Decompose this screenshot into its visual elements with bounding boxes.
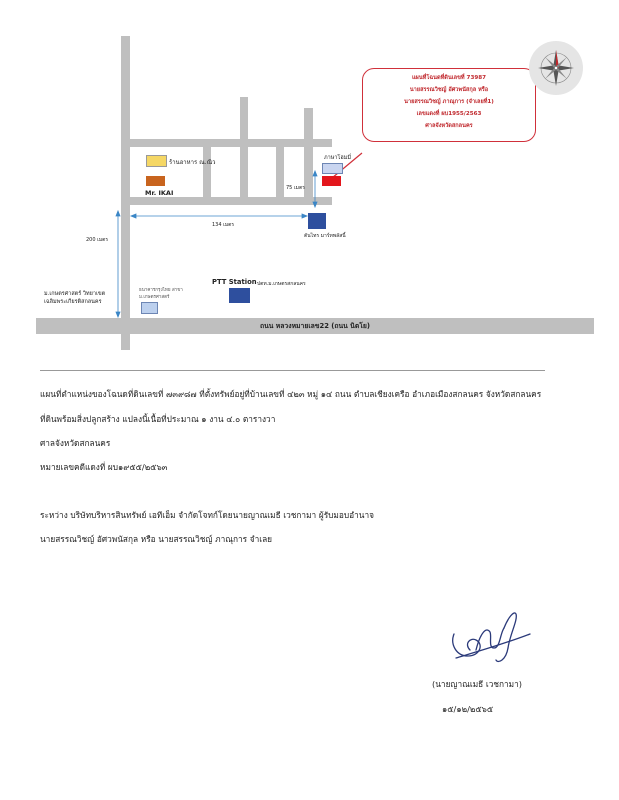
bank-label-line1: ธนาคารกรุงไทย สาขา <box>139 288 183 293</box>
description-line-2: ที่ดินพร้อมสิ่งปลูกสร้าง แปลงนี้เนื้อที่ประมาณ ๑ งาน ๔.๐ ตารางวา <box>40 414 276 424</box>
callout-line-1: แผนที่โฉนดที่ดินเลขที่ 73987 <box>411 75 487 81</box>
ptt-station-marker <box>229 288 250 303</box>
distance-short-label: 75 เมตร <box>286 185 305 191</box>
court-name: ศาลจังหวัดสกลนคร <box>40 438 111 448</box>
market-label: ตันไทร มาร์ทพลัสนี้ <box>304 233 346 239</box>
market-marker <box>308 213 326 229</box>
distance-vertical-label: 200 เมตร <box>86 237 109 243</box>
bank-marker <box>141 302 158 314</box>
ptt-station-label: PTT Station <box>212 278 257 286</box>
university-label-line1: ม.เกษตรศาสตร์ วิทยาเขต <box>44 291 106 297</box>
shop-marker <box>322 163 343 174</box>
shop-label: ภาษาโฮมมี่ <box>324 155 351 161</box>
location-map <box>0 0 619 360</box>
arrow-head-down <box>116 312 120 317</box>
callout-line-2: นายสรรณวิชญ์ อัศวพนัสกุล หรือ <box>409 87 489 93</box>
property-callout <box>362 68 536 142</box>
mr-ikai-label: Mr. IKAI <box>145 189 174 197</box>
signer-name: (นายญาณเมธี เวชกามา) <box>432 679 523 689</box>
university-label-line2: เฉลิมพระเกียรติสกลนคร <box>44 299 102 305</box>
arrow-head-up <box>116 211 120 216</box>
distance-horizontal-label: 134 เมตร <box>212 222 235 228</box>
target-property-marker <box>322 176 341 186</box>
restaurant-marker <box>146 155 167 167</box>
case-number: หมายเลขคดีแดงที่ ผบ๑๙๕๕/๒๕๖๓ <box>40 462 168 472</box>
arrow-head-down-short <box>313 202 317 207</box>
bank-label-line2: ม.เกษตรศาสตร์ <box>139 295 170 300</box>
description-line-1: แผนที่ตำแหน่งของโฉนดที่ดินเลขที่ ๗๓๙๘๗ ที่ตั้งทรัพย์อยู่ที่บ้านเลขที่ ๔๒๓ หมู่ ๑๔ ถนน ตำบลเชียงเครือ อำเภอเมืองสกลนคร จังหวัดสกลนคร <box>40 389 542 399</box>
arrow-head-up-short <box>313 171 317 176</box>
compass-rose-icon <box>528 40 584 96</box>
mr-ikai-marker <box>146 176 165 186</box>
signature-date: ๑๕/๑๒/๒๕๖๕ <box>442 704 494 714</box>
arrow-head-left <box>131 214 136 218</box>
highway-label: ถนน หลวงหมายเลข22 (ถนน นิตโย) <box>260 322 370 330</box>
ptt-station-sub-label: ปตท.ม.เกษตรสกลนคร <box>257 281 306 287</box>
parties-line-1: ระหว่าง บริษัทบริหารสินทรัพย์ เอทีเอ็ม จำกัดโจทก์โดยนายญาณเมธี เวชกามา ผู้รับมอบอำนาจ <box>40 510 374 520</box>
callout-line-3: นายสรรณวิชญ์ ภาณุการ (จำเลยที่1) <box>404 99 494 105</box>
restaurant-label: ร้านอาหาร ณ.ณิว <box>169 159 216 166</box>
distance-arrows <box>0 0 619 360</box>
arrow-head-right <box>302 214 307 218</box>
callout-line-5: ศาลจังหวัดสกลนคร <box>425 123 473 129</box>
handwritten-signature <box>446 604 532 670</box>
section-divider <box>40 370 545 371</box>
parties-line-2: นายสรรณวิชญ์ อัศวพนัสกุล หรือ นายสรรณวิชญ์ ภาณุการ จำเลย <box>40 534 273 544</box>
callout-line-4: เลขแดงที่ ผบ1955/2563 <box>416 111 482 117</box>
